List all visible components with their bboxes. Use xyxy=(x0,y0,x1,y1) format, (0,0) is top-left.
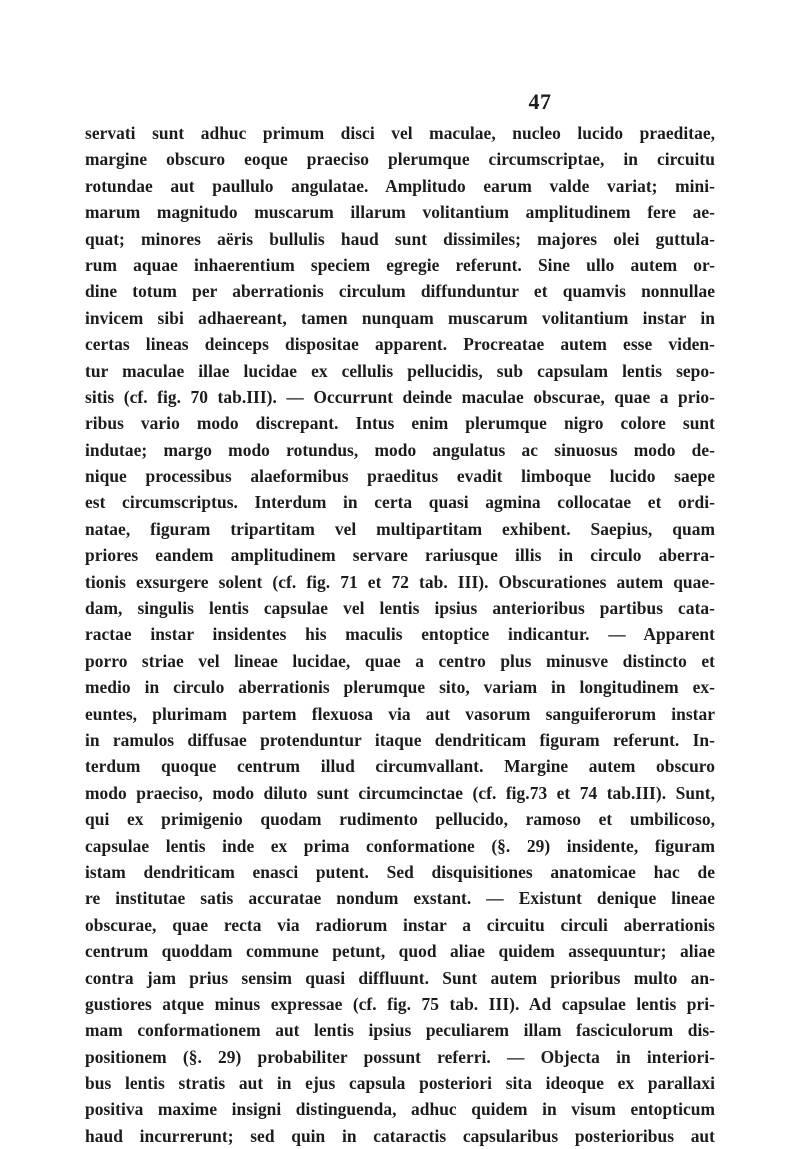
text-line: porro striae vel lineae lucidae, quae a centro plus minusve distincto et xyxy=(85,650,715,671)
text-line: dam, singulis lentis capsulae vel lentis ipsius anterioribus partibus cata- xyxy=(85,598,715,619)
text-line: terdum quoque centrum illud circumvallant. Margine autem obscuro xyxy=(85,756,715,777)
text-line: priores eandem amplitudinem servare rariusque illis in circulo aberra- xyxy=(85,545,715,566)
text-line: servati sunt adhuc primum disci vel maculae, nucleo lucido praeditae, xyxy=(85,123,715,143)
text-line: rotundae aut paullulo angulatae. Amplitudo earum valde variat; mini- xyxy=(85,175,715,196)
text-line: positiva maxime insigni distinguenda, adhuc quidem in visum entopticum xyxy=(85,1099,715,1120)
text-line: quat; minores aëris bullulis haud sunt dissimiles; majores olei guttula- xyxy=(85,228,715,249)
body-text xyxy=(85,120,715,1149)
page-number: 47 xyxy=(528,89,552,114)
text-line: sitis (cf. fig. 70 tab.III). — Occurrunt deinde maculae obscurae, quae a prio- xyxy=(85,386,715,407)
text-line: re institutae satis accuratae nondum exstant. — Existunt denique lineae xyxy=(85,888,715,909)
text-line: positionem (§. 29) probabiliter possunt referri. — Objecta in interiori- xyxy=(85,1046,715,1067)
text-line: invicem sibi adhaereant, tamen nunquam muscarum volitantium instar in xyxy=(85,307,715,328)
text-line: ractae instar insidentes his maculis entoptice indicantur. — Apparent xyxy=(85,624,715,645)
text-line: dine totum per aberrationis circulum diffunduntur et quamvis nonnullae xyxy=(85,281,715,302)
text-line: qui ex primigenio quodam rudimento pellucido, ramoso et umbilicoso, xyxy=(85,809,715,830)
text-line: nique processibus alaeformibus praeditus evadit limboque lucido saepe xyxy=(85,466,715,487)
text-line: est circumscriptus. Interdum in certa quasi agmina collocatae et ordi- xyxy=(85,492,715,513)
text-line: tionis exsurgere solent (cf. fig. 71 et 72 tab. III). Obscurationes autem quae- xyxy=(85,571,715,592)
text-line: mam conformationem aut lentis ipsius peculiarem illam fasciculorum dis- xyxy=(85,1020,715,1041)
text-line: euntes, plurimam partem flexuosa via aut vasorum sanguiferorum instar xyxy=(85,703,715,724)
text-line: obscurae, quae recta via radiorum instar a circuitu circuli aberrationis xyxy=(85,914,715,935)
text-line: bus lentis stratis aut in ejus capsula posteriori sita ideoque ex parallaxi xyxy=(85,1073,715,1094)
text-line: certas lineas deinceps dispositae apparent. Procreatae autem esse viden- xyxy=(85,334,715,355)
text-line: margine obscuro eoque praeciso plerumque circumscriptae, in circuitu xyxy=(85,149,715,170)
text-line: capsulae lentis inde ex prima conformatione (§. 29) insidente, figuram xyxy=(85,835,715,856)
text-line: haud incurrerunt; sed quin in cataractis capsularibus posterioribus aut xyxy=(85,1125,715,1146)
text-line: tur maculae illae lucidae ex cellulis pellucidis, sub capsulam lentis sepo- xyxy=(85,360,715,381)
text-line: ribus vario modo discrepant. Intus enim plerumque nigro colore sunt xyxy=(85,413,715,434)
text-line: in ramulos diffusae protenduntur itaque dendriticam figuram referunt. In- xyxy=(85,729,715,750)
text-line: contra jam prius sensim quasi diffluunt. Sunt autem prioribus multo an- xyxy=(85,967,715,988)
text-line: modo praeciso, modo diluto sunt circumcinctae (cf. fig.73 et 74 tab.III). Sunt, xyxy=(85,782,715,803)
text-line: gustiores atque minus expressae (cf. fig. 75 tab. III). Ad capsulae lentis pri- xyxy=(85,993,715,1014)
text-line: natae, figuram tripartitam vel multipartitam exhibent. Saepius, quam xyxy=(85,518,715,539)
text-line: centrum quoddam commune petunt, quod aliae quidem assequuntur; aliae xyxy=(85,941,715,962)
text-line: indutae; margo modo rotundus, modo angulatus ac sinuosus modo de- xyxy=(85,439,715,460)
text-line: marum magnitudo muscarum illarum volitantium amplitudinem fere ae- xyxy=(85,202,715,223)
text-line: medio in circulo aberrationis plerumque sito, variam in longitudinem ex- xyxy=(85,677,715,698)
text-line: rum aquae inhaerentium speciem egregie referunt. Sine ullo autem or- xyxy=(85,254,715,275)
text-line: istam dendriticam enasci putent. Sed disquisitiones anatomicae hac de xyxy=(85,861,715,882)
